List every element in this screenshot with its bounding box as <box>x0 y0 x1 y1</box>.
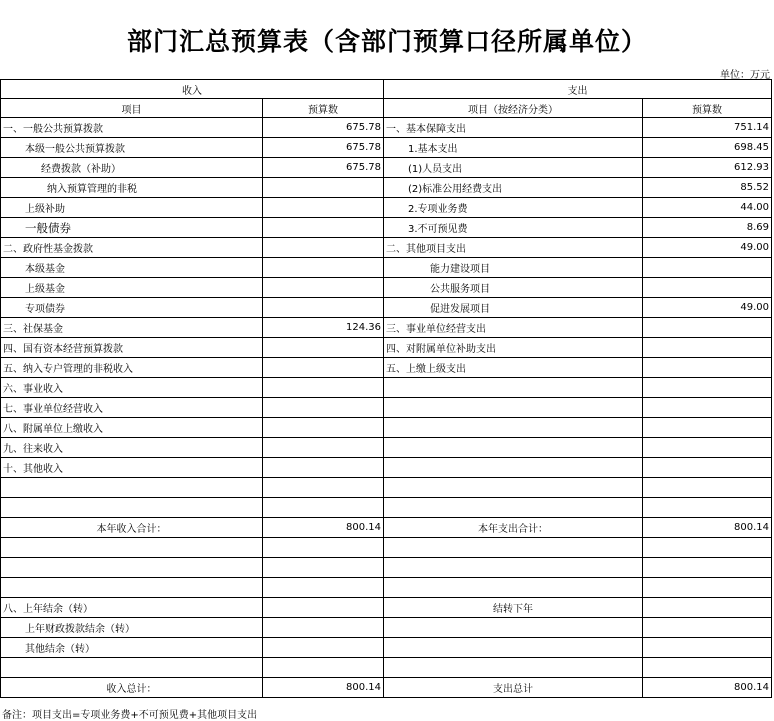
table-row <box>1 678 772 698</box>
income-item-cell <box>1 558 263 578</box>
section-header-row <box>1 80 772 99</box>
table-row <box>1 318 772 338</box>
income-amount-cell <box>263 438 384 458</box>
income-amount-header: 预算数 <box>263 99 384 118</box>
table-row <box>1 258 772 278</box>
expense-amount-cell <box>643 558 772 578</box>
expense-item-cell: 本年支出合计： <box>384 518 643 538</box>
expense-amount-cell <box>643 638 772 658</box>
column-header-row <box>1 99 772 118</box>
table-row <box>1 338 772 358</box>
expense-item-cell <box>384 398 643 418</box>
income-item-cell: 四、国有资本经营预算拨款 <box>1 338 263 358</box>
expense-item-cell: 三、事业单位经营支出 <box>384 318 643 338</box>
footnote: 备注：项目支出=专项业务费+不可预见费+其他项目支出 <box>2 710 258 721</box>
expense-item-cell: (2)标准公用经费支出 <box>384 178 643 198</box>
expense-item-cell <box>384 618 643 638</box>
income-amount-cell: 124.36 <box>263 318 384 338</box>
expense-amount-cell: 8.69 <box>643 218 772 238</box>
income-section-header: 收入 <box>1 80 384 99</box>
income-amount-cell <box>263 338 384 358</box>
expense-section-header: 支出 <box>384 80 772 99</box>
expense-amount-cell: 44.00 <box>643 198 772 218</box>
table-row <box>1 638 772 658</box>
income-amount-cell <box>263 278 384 298</box>
income-amount-cell <box>263 658 384 678</box>
income-amount-cell <box>263 538 384 558</box>
expense-item-cell: 支出总计 <box>384 678 643 698</box>
expense-amount-cell: 800.14 <box>643 678 772 698</box>
income-amount-cell <box>263 578 384 598</box>
expense-amount-cell: 49.00 <box>643 238 772 258</box>
expense-item-cell <box>384 658 643 678</box>
income-amount-cell <box>263 258 384 278</box>
table-row <box>1 218 772 238</box>
income-item-header: 项目 <box>1 99 263 118</box>
income-item-cell <box>1 578 263 598</box>
income-amount-cell <box>263 378 384 398</box>
table-row <box>1 558 772 578</box>
expense-amount-cell: 85.52 <box>643 178 772 198</box>
expense-amount-cell <box>643 438 772 458</box>
expense-amount-cell <box>643 258 772 278</box>
table-row <box>1 178 772 198</box>
income-amount-cell <box>263 218 384 238</box>
income-item-cell: 五、纳入专户管理的非税收入 <box>1 358 263 378</box>
table-row <box>1 238 772 258</box>
expense-item-cell: 一、基本保障支出 <box>384 118 643 138</box>
expense-item-cell: 能力建设项目 <box>384 258 643 278</box>
income-item-cell: 八、附属单位上缴收入 <box>1 418 263 438</box>
income-item-cell <box>1 658 263 678</box>
expense-amount-cell: 751.14 <box>643 118 772 138</box>
income-item-cell: 纳入预算管理的非税 <box>1 178 263 198</box>
income-item-cell: 八、上年结余（转） <box>1 598 263 618</box>
expense-item-cell: 结转下年 <box>384 598 643 618</box>
income-item-cell: 专项债券 <box>1 298 263 318</box>
expense-item-cell: 1.基本支出 <box>384 138 643 158</box>
income-item-cell: 十、其他收入 <box>1 458 263 478</box>
expense-amount-cell <box>643 478 772 498</box>
table-row <box>1 398 772 418</box>
income-amount-cell <box>263 618 384 638</box>
expense-item-cell <box>384 378 643 398</box>
income-amount-cell <box>263 298 384 318</box>
income-amount-cell <box>263 558 384 578</box>
income-item-cell: 一般债券 <box>1 218 263 238</box>
income-item-cell: 七、事业单位经营收入 <box>1 398 263 418</box>
expense-amount-cell <box>643 398 772 418</box>
expense-item-cell: 3.不可预见费 <box>384 218 643 238</box>
income-item-cell: 收入总计： <box>1 678 263 698</box>
table-row <box>1 458 772 478</box>
expense-item-cell: 促进发展项目 <box>384 298 643 318</box>
expense-amount-cell <box>643 378 772 398</box>
income-amount-cell <box>263 198 384 218</box>
expense-amount-cell <box>643 278 772 298</box>
income-amount-cell <box>263 598 384 618</box>
income-item-cell: 二、政府性基金拨款 <box>1 238 263 258</box>
table-row <box>1 618 772 638</box>
expense-amount-cell: 612.93 <box>643 158 772 178</box>
expense-amount-cell <box>643 338 772 358</box>
table-row <box>1 438 772 458</box>
income-amount-cell: 675.78 <box>263 118 384 138</box>
income-item-cell: 本级基金 <box>1 258 263 278</box>
income-item-cell: 上级基金 <box>1 278 263 298</box>
income-item-cell: 其他结余（转） <box>1 638 263 658</box>
table-row <box>1 298 772 318</box>
income-item-cell: 九、往来收入 <box>1 438 263 458</box>
income-item-cell: 上级补助 <box>1 198 263 218</box>
table-row <box>1 518 772 538</box>
income-item-cell <box>1 498 263 518</box>
table-row <box>1 378 772 398</box>
unit-label: 单位：万元 <box>720 70 770 81</box>
income-amount-cell <box>263 178 384 198</box>
table-row <box>1 658 772 678</box>
income-item-cell <box>1 538 263 558</box>
income-amount-cell <box>263 398 384 418</box>
budget-table <box>0 79 772 698</box>
expense-amount-cell <box>643 658 772 678</box>
income-amount-cell <box>263 498 384 518</box>
expense-amount-cell <box>643 578 772 598</box>
income-amount-cell: 675.78 <box>263 138 384 158</box>
expense-item-cell <box>384 418 643 438</box>
income-amount-cell <box>263 418 384 438</box>
expense-amount-cell <box>643 498 772 518</box>
expense-amount-cell <box>643 538 772 558</box>
expense-item-cell <box>384 578 643 598</box>
expense-item-cell <box>384 538 643 558</box>
table-row <box>1 198 772 218</box>
expense-amount-cell <box>643 318 772 338</box>
income-amount-cell: 675.78 <box>263 158 384 178</box>
income-item-cell: 上年财政拨款结余（转） <box>1 618 263 638</box>
expense-item-cell: 四、对附属单位补助支出 <box>384 338 643 358</box>
table-row <box>1 478 772 498</box>
table-row <box>1 278 772 298</box>
table-row <box>1 578 772 598</box>
expense-amount-cell <box>643 618 772 638</box>
income-item-cell <box>1 478 263 498</box>
income-amount-cell <box>263 238 384 258</box>
table-row <box>1 138 772 158</box>
income-amount-cell <box>263 358 384 378</box>
expense-amount-cell: 800.14 <box>643 518 772 538</box>
page-title: 部门汇总预算表（含部门预算口径所属单位） <box>126 27 647 56</box>
income-amount-cell: 800.14 <box>263 678 384 698</box>
income-amount-cell: 800.14 <box>263 518 384 538</box>
table-row <box>1 158 772 178</box>
income-amount-cell <box>263 638 384 658</box>
expense-item-cell <box>384 638 643 658</box>
expense-amount-cell: 49.00 <box>643 298 772 318</box>
expense-amount-cell <box>643 358 772 378</box>
income-item-cell: 本级一般公共预算拨款 <box>1 138 263 158</box>
expense-item-cell <box>384 478 643 498</box>
income-item-cell: 六、事业收入 <box>1 378 263 398</box>
expense-item-cell: (1)人员支出 <box>384 158 643 178</box>
table-row <box>1 538 772 558</box>
income-item-cell: 本年收入合计： <box>1 518 263 538</box>
income-item-cell: 经费拨款（补助） <box>1 158 263 178</box>
expense-amount-header: 预算数 <box>643 99 772 118</box>
income-amount-cell <box>263 458 384 478</box>
table-row <box>1 418 772 438</box>
expense-item-cell <box>384 458 643 478</box>
expense-item-header: 项目（按经济分类） <box>384 99 643 118</box>
expense-amount-cell <box>643 458 772 478</box>
expense-item-cell: 公共服务项目 <box>384 278 643 298</box>
expense-item-cell: 五、上缴上级支出 <box>384 358 643 378</box>
table-row <box>1 358 772 378</box>
expense-amount-cell: 698.45 <box>643 138 772 158</box>
expense-item-cell: 2.专项业务费 <box>384 198 643 218</box>
table-row <box>1 118 772 138</box>
income-item-cell: 一、一般公共预算拨款 <box>1 118 263 138</box>
expense-item-cell <box>384 558 643 578</box>
income-item-cell: 三、社保基金 <box>1 318 263 338</box>
income-amount-cell <box>263 478 384 498</box>
expense-item-cell <box>384 498 643 518</box>
expense-amount-cell <box>643 418 772 438</box>
table-row <box>1 598 772 618</box>
expense-amount-cell <box>643 598 772 618</box>
expense-item-cell <box>384 438 643 458</box>
table-row <box>1 498 772 518</box>
expense-item-cell: 二、其他项目支出 <box>384 238 643 258</box>
